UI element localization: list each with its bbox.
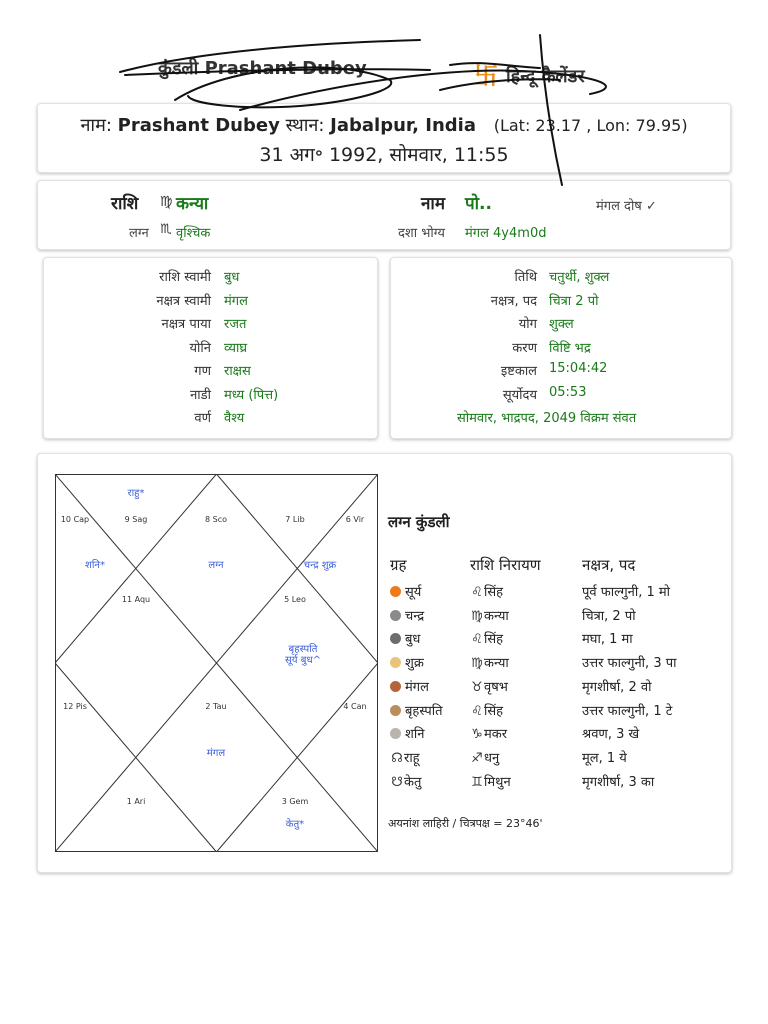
lagna-label: लग्न bbox=[129, 226, 149, 241]
house-label: 5 Leo bbox=[284, 595, 306, 604]
detail-row: वर्ण वैश्य bbox=[194, 411, 245, 426]
house-label: 1 Ari bbox=[126, 797, 146, 806]
planet-nakshatra: मृगशीर्षा, 3 का bbox=[582, 774, 655, 790]
swastik-icon: 卐 bbox=[474, 62, 498, 90]
lagna-value: वृश्चिक bbox=[176, 226, 211, 241]
page-title: कुंडली Prashant Dubey bbox=[158, 58, 367, 79]
planet-name: सूर्य bbox=[405, 585, 422, 600]
lat-lon: (Lat: 23.17 , Lon: 79.95) bbox=[493, 116, 688, 135]
detail-row: योग शुक्ल bbox=[518, 317, 574, 332]
detail-row: नक्षत्र, पद चित्रा 2 पो bbox=[490, 293, 599, 309]
lagna-kundli-chart bbox=[55, 474, 378, 852]
planet-row bbox=[388, 629, 728, 653]
mercury-icon bbox=[390, 633, 401, 644]
brand-logo[interactable] bbox=[474, 56, 585, 91]
chart-grid bbox=[55, 474, 378, 852]
zodiac-sign-icon: ♊ bbox=[471, 774, 483, 790]
planet-shani: शनि* bbox=[85, 560, 105, 571]
mars-icon bbox=[390, 681, 401, 692]
house-label: 2 Tau bbox=[205, 702, 227, 711]
place-label: स्थान: bbox=[285, 115, 325, 136]
planet-row bbox=[388, 606, 728, 630]
planet-chandra-shukra: चन्द्र शुक्र bbox=[303, 560, 337, 571]
zodiac-sign-icon: ♌ bbox=[471, 632, 483, 648]
detail-row: इष्टकाल 15:04:42 bbox=[500, 361, 608, 379]
planet-name: बृहस्पति bbox=[405, 703, 443, 719]
detail-row: नक्षत्र स्वामी मंगल bbox=[156, 293, 248, 309]
planet-name: राहू bbox=[404, 750, 420, 766]
detail-row: नक्षत्र पाया रजत bbox=[161, 317, 247, 332]
detail-row: सूर्योदय 05:53 bbox=[502, 384, 587, 403]
virgo-icon: ♍ bbox=[159, 194, 173, 210]
person-name: Prashant Dubey bbox=[117, 115, 280, 136]
jupiter-icon bbox=[390, 705, 401, 716]
rashi-value: कन्या bbox=[176, 194, 209, 214]
detail-row: गण राक्षस bbox=[194, 364, 251, 379]
dasha-label: दशा भोग्य bbox=[398, 226, 445, 241]
zodiac-sign-icon: ♌ bbox=[471, 703, 483, 719]
naam-value: पो.. bbox=[465, 194, 492, 214]
samvat-row bbox=[391, 408, 731, 432]
saturn-icon bbox=[390, 728, 401, 739]
panchang-details-card bbox=[390, 257, 732, 439]
detail-row: तिथि चतुर्थी, शुक्ल bbox=[514, 270, 610, 285]
planet-sign: मिथुन bbox=[484, 774, 511, 790]
house-label: 4 Can bbox=[343, 702, 367, 711]
detail-row: नाडी मध्य (पित्त) bbox=[190, 387, 279, 403]
ayanamsha: अयनांश लाहिरी / चित्रपक्ष = 23°46' bbox=[388, 817, 543, 830]
name-place-line bbox=[38, 113, 730, 137]
planet-mangal: मंगल bbox=[206, 748, 226, 759]
zodiac-sign-icon: ♑ bbox=[471, 727, 483, 743]
planet-row bbox=[388, 582, 728, 606]
zodiac-sign-icon: ♉ bbox=[471, 679, 483, 695]
planet-sign: कन्या bbox=[484, 608, 509, 624]
house-label: 9 Sag bbox=[124, 515, 148, 524]
planet-row bbox=[388, 724, 728, 748]
planet-lagna: लग्न bbox=[208, 560, 224, 571]
house-label: 10 Cap bbox=[60, 515, 90, 524]
planet-brihaspati: बृहस्पति bbox=[288, 644, 318, 655]
planet-nakshatra: मघा, 1 मा bbox=[582, 632, 633, 648]
house-label: 7 Lib bbox=[285, 515, 305, 524]
planet-sign: सिंह bbox=[484, 632, 504, 648]
planet-name: शुक्र bbox=[405, 656, 424, 672]
zodiac-sign-icon: ♍ bbox=[471, 608, 483, 624]
planet-surya-budh: सूर्य बुध^ bbox=[285, 655, 321, 666]
planet-sign: मकर bbox=[484, 727, 508, 743]
planet-ketu: केतु* bbox=[285, 819, 305, 830]
dasha-value: मंगल 4y4m0d bbox=[465, 226, 547, 241]
planet-nakshatra: मूल, 1 ये bbox=[582, 750, 627, 766]
place-name: Jabalpur, India bbox=[330, 115, 476, 136]
planet-nakshatra: उत्तर फाल्गुनी, 1 टे bbox=[582, 703, 673, 719]
name-label: नाम: bbox=[80, 115, 112, 136]
sun-icon bbox=[390, 586, 401, 597]
planet-sign: वृषभ bbox=[484, 679, 508, 695]
brand-name: हिन्दू कैलेंडर bbox=[506, 66, 585, 87]
house-label: 11 Aqu bbox=[121, 595, 151, 604]
column-header-sign: राशि निरायण bbox=[470, 556, 541, 574]
page-header bbox=[110, 50, 650, 94]
planet-rahu: राहु* bbox=[127, 488, 145, 499]
rahu-icon: ☊ bbox=[391, 750, 403, 766]
planet-name: बुध bbox=[405, 632, 421, 648]
planet-nakshatra: पूर्व फाल्गुनी, 1 मो bbox=[582, 585, 671, 600]
planet-row bbox=[388, 701, 728, 725]
planet-name: चन्द्र bbox=[405, 608, 425, 624]
house-label: 3 Gem bbox=[281, 797, 309, 806]
column-header-nakshatra: नक्षत्र, पद bbox=[582, 556, 636, 574]
planet-name: शनि bbox=[405, 727, 425, 743]
planet-sign: धनु bbox=[484, 750, 500, 766]
scorpio-icon: ♏ bbox=[160, 222, 172, 237]
moon-icon bbox=[390, 610, 401, 621]
planet-sign: सिंह bbox=[484, 585, 504, 600]
house-label: 8 Sco bbox=[204, 515, 228, 524]
planet-row bbox=[388, 653, 728, 677]
planet-table-title: लग्न कुंडली bbox=[388, 513, 450, 531]
planet-row bbox=[388, 748, 728, 772]
planet-nakshatra: श्रवण, 3 खे bbox=[582, 727, 640, 743]
zodiac-sign-icon: ♍ bbox=[471, 656, 483, 672]
house-label: 6 Vir bbox=[345, 515, 365, 524]
house-label: 12 Pis bbox=[63, 702, 87, 711]
planet-row bbox=[388, 772, 728, 796]
nakshatra-details-card bbox=[43, 257, 378, 439]
planet-sign: सिंह bbox=[484, 703, 504, 719]
birth-details-card bbox=[37, 103, 731, 173]
planet-name: केतु bbox=[404, 774, 422, 790]
zodiac-sign-icon: ♐ bbox=[471, 750, 483, 766]
rashi-label: राशि bbox=[111, 194, 139, 214]
planet-table bbox=[388, 454, 728, 864]
planet-nakshatra: मृगशीर्षा, 2 वो bbox=[582, 679, 652, 695]
birth-datetime: 31 अग॰ 1992, सोमवार, 11:55 bbox=[259, 144, 509, 166]
venus-icon bbox=[390, 657, 401, 668]
ketu-icon: ☋ bbox=[391, 774, 403, 790]
detail-row: करण विष्टि भद्र bbox=[512, 340, 591, 356]
planet-nakshatra: चित्रा, 2 पो bbox=[582, 608, 636, 624]
planet-sign: कन्या bbox=[484, 656, 509, 672]
rashi-summary-card bbox=[37, 180, 731, 250]
detail-row: राशि स्वामी बुध bbox=[159, 270, 240, 285]
kundli-card bbox=[37, 453, 732, 873]
detail-row: योनि व्याघ्र bbox=[189, 340, 248, 356]
zodiac-sign-icon: ♌ bbox=[471, 585, 483, 600]
planet-row bbox=[388, 677, 728, 701]
planet-nakshatra: उत्तर फाल्गुनी, 3 पा bbox=[582, 656, 677, 672]
planet-name: मंगल bbox=[405, 679, 429, 695]
column-header-planet: ग्रह bbox=[390, 556, 407, 574]
naam-label: नाम bbox=[421, 194, 446, 214]
mangal-dosh: मंगल दोष ✓ bbox=[596, 199, 657, 214]
samvat-value: सोमवार, भाद्रपद, 2049 विक्रम संवत bbox=[457, 411, 637, 426]
